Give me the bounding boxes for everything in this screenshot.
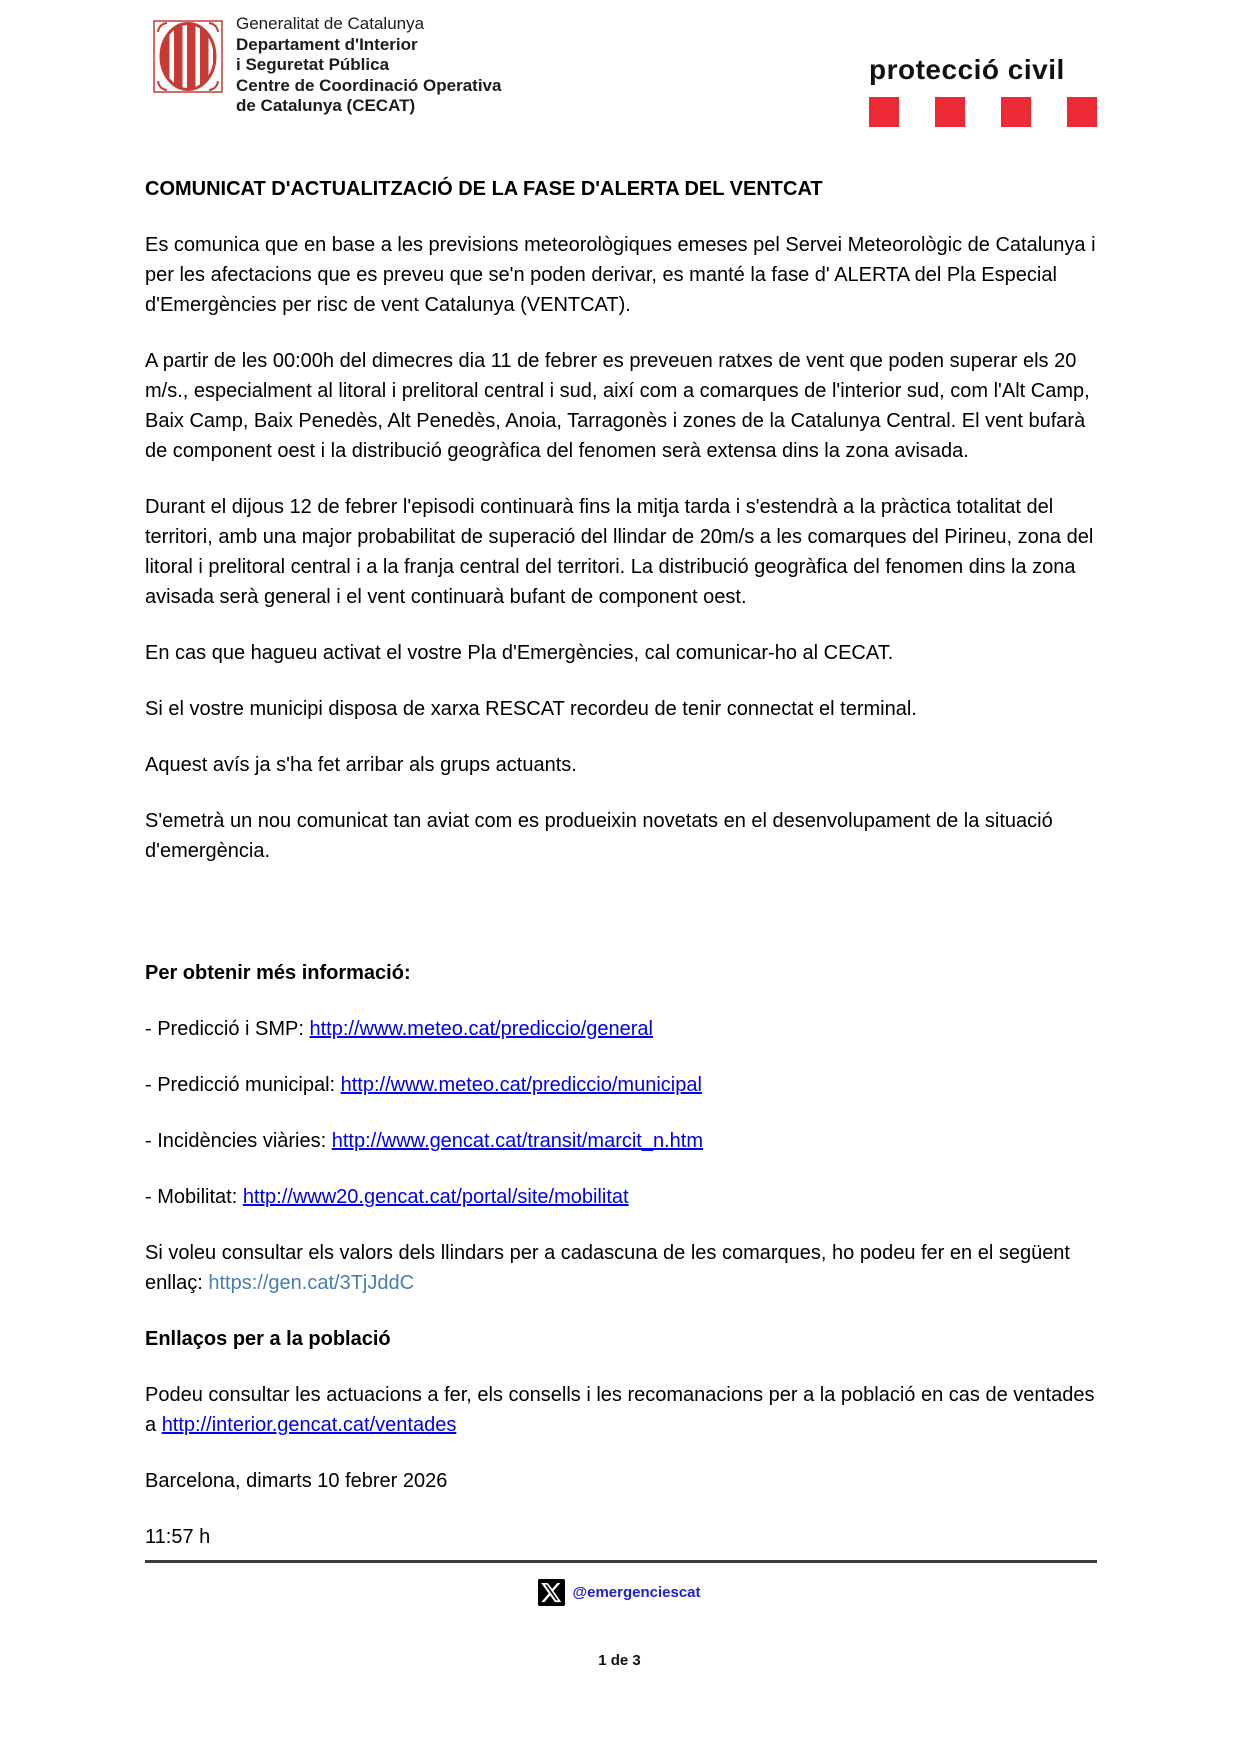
- logo-line-centre: Centre de Coordinació Operativa: [236, 75, 502, 95]
- heading-mes-informacio: Per obtenir més informació:: [145, 962, 411, 984]
- info-link-prediccio-smp: [145, 1014, 1097, 1044]
- paragraph-ventades: [145, 1380, 1097, 1440]
- paragraph-previsio-dijous: Durant el dijous 12 de febrer l'episodi continuarà fins la mitja tarda i s'estendrà a la pràctica totalitat del territori, amb una major probabilitat de superació del llindar de 20m/s a les comarques del Pirineu, zona del litoral i prelitoral central i a la franja central del territori. La distribució geogràfica del fenomen dins la zona avisada serà general i el vent continuarà bufant de component oest.: [145, 496, 1094, 608]
- paragraph-llindars: [145, 1238, 1097, 1298]
- red-square-icon: [1067, 97, 1097, 127]
- paragraph-fase-alerta: Es comunica que en base a les previsions meteorològiques emeses pel Servei Meteorològic de Catalunya i per les afectacions que es preveu que se'n poden derivar, es manté la fase d' ALERTA del Pla Especial d'Emergències per risc de vent Catalunya (VENTCAT).: [145, 234, 1096, 316]
- senyera-shield-icon: [152, 16, 224, 96]
- llindars-text: Si voleu consultar els valors dels llindars per a cadascuna de les comarques, ho podeu fer en el següent enllaç:: [145, 1242, 1070, 1294]
- link-prefix: - Predicció i SMP:: [145, 1018, 310, 1040]
- place-date-line: Barcelona, dimarts 10 febrer 2026: [145, 1470, 448, 1492]
- red-square-icon: [1001, 97, 1031, 127]
- footer-social: [0, 1579, 1239, 1606]
- x-twitter-icon[interactable]: [538, 1579, 565, 1606]
- paragraph-pla-emergencies: En cas que hagueu activat el vostre Pla d'Emergències, cal comunicar-ho al CECAT.: [145, 642, 894, 664]
- page-header: [0, 0, 1239, 118]
- logo-line-generalitat: Generalitat de Catalunya: [236, 14, 425, 33]
- proteccio-civil-label: protecció civil: [869, 54, 1065, 85]
- generalitat-logo-text: [236, 14, 501, 117]
- info-link-incidencies-viaries: [145, 1126, 1097, 1156]
- time-line: 11:57 h: [145, 1526, 211, 1548]
- ventades-text: Podeu consultar les actuacions a fer, els consells i les recomanacions per a la població en cas de ventades a: [145, 1384, 1095, 1436]
- paragraph-rescat: Si el vostre municipi disposa de xarxa RESCAT recordeu de tenir connectat el terminal.: [145, 698, 917, 720]
- link-gencat-mobilitat[interactable]: http://www20.gencat.cat/portal/site/mobilitat: [242, 1186, 629, 1208]
- link-prefix: - Mobilitat:: [145, 1186, 243, 1208]
- logo-line-seguretat: i Seguretat Pública: [236, 55, 390, 74]
- footer-divider: [145, 1560, 1097, 1563]
- link-prefix: - Incidències viàries:: [145, 1130, 332, 1152]
- paragraph-grups-actuants: Aquest avís ja s'ha fet arribar als grups actuants.: [145, 754, 577, 776]
- link-gencat-llindars[interactable]: https://gen.cat/3TjJddC: [208, 1272, 415, 1294]
- paragraph-previsio-dimecres: A partir de les 00:00h del dimecres dia 11 de febrer es preveuen ratxes de vent que poden superar els 20 m/s., especialment al litoral i prelitoral central i sud, així com a comarques de l'interior sud, com l'Alt Camp, Baix Camp, Baix Penedès, Alt Penedès, Anoia, Tarragonès i zones de la Catalunya Central. El vent bufarà de component oest i la distribució geogràfica del fenomen serà extensa dins la zona avisada.: [145, 350, 1090, 462]
- red-square-icon: [935, 97, 965, 127]
- document-body: [0, 174, 1239, 1552]
- link-prefix: - Predicció municipal:: [145, 1074, 341, 1096]
- proteccio-civil-squares: [869, 97, 1097, 127]
- red-square-icon: [869, 97, 899, 127]
- logo-line-departament: Departament d'Interior: [236, 34, 418, 54]
- link-gencat-transit[interactable]: http://www.gencat.cat/transit/marcit_n.htm: [331, 1130, 704, 1152]
- proteccio-civil-logo: [869, 54, 1097, 118]
- link-meteo-prediccio-general[interactable]: http://www.meteo.cat/prediccio/general: [309, 1018, 653, 1040]
- document-title: COMUNICAT D'ACTUALITZACIÓ DE LA FASE D'ALERTA DEL VENTCAT: [145, 178, 823, 200]
- link-meteo-prediccio-municipal[interactable]: http://www.meteo.cat/prediccio/municipal: [340, 1074, 702, 1096]
- link-interior-ventades[interactable]: http://interior.gencat.cat/ventades: [161, 1414, 457, 1436]
- info-link-mobilitat: [145, 1182, 1097, 1212]
- info-link-prediccio-municipal: [145, 1070, 1097, 1100]
- twitter-handle[interactable]: @emergenciescat: [572, 1584, 701, 1601]
- generalitat-logo: [152, 14, 501, 118]
- paragraph-nou-comunicat: S'emetrà un nou comunicat tan aviat com es produeixin novetats en el desenvolupament de la situació d'emergència.: [145, 810, 1053, 862]
- heading-enllacos-poblacio: Enllaços per a la població: [145, 1328, 391, 1350]
- logo-line-cecat: de Catalunya (CECAT): [236, 96, 416, 115]
- page-number: 1 de 3: [598, 1652, 641, 1669]
